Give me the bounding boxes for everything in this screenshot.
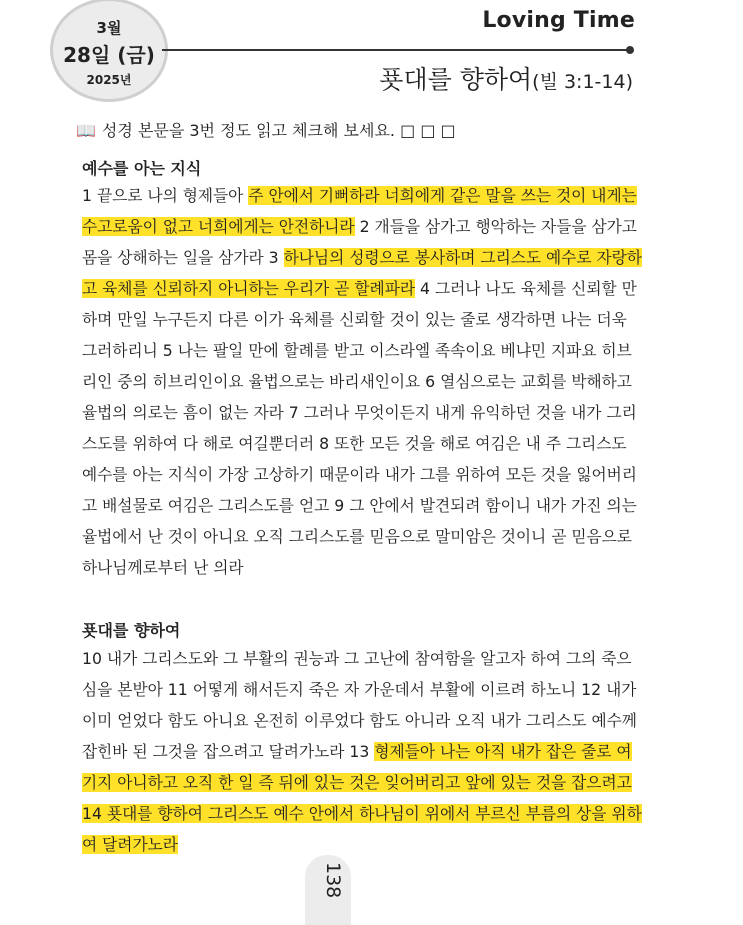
scripture-passage xyxy=(82,180,642,583)
verse-text: 1 끝으로 나의 형제들아 xyxy=(82,186,249,205)
page-title-text: 푯대를 향하여 xyxy=(379,65,533,94)
section-heading: 예수를 아는 지식 xyxy=(82,159,202,178)
date-badge xyxy=(50,0,168,102)
open-book-icon: 📖 xyxy=(76,121,96,140)
reading-instruction xyxy=(76,118,456,141)
page-number: 138 xyxy=(322,862,344,899)
header-rule-dot xyxy=(626,46,634,54)
highlighted-verse-text: 하나님의 성령으로 봉사하며 그리스도 예수로 자랑하고 육체를 신뢰하지 아니하는 우리가 곧 할례파라 xyxy=(82,248,642,298)
verse-text: 10 내가 그리스도와 그 부활의 권능과 그 고난에 참여함을 알고자 하여 그의 죽으심을 본받아 11 어떻게 해서든지 죽은 자 가운데서 부활에 이르려 하노니 12 내가 이미 얻었다 함도 아니요 온전히 이루었다 함도 아니라 오직 내가 그리스도 예수께 잡힌바 된 그것을 잡으려고 달려가노라 13 xyxy=(82,649,637,761)
date-day: 28일 (금) xyxy=(63,43,155,67)
scripture-reference: (빌 3:1-14) xyxy=(532,71,633,93)
date-year: 2025년 xyxy=(86,73,132,87)
brand-title: Loving Time xyxy=(482,8,635,33)
highlighted-verse-text: 주 안에서 기뻐하라 너희에게 같은 말을 쓰는 것이 내게는 수고로움이 없고 너희에게는 안전하니라 xyxy=(82,186,637,236)
read-checkbox[interactable]: □ xyxy=(420,121,436,140)
section-heading: 푯대를 향하여 xyxy=(82,621,181,640)
scripture-passage xyxy=(82,643,642,860)
verse-text: 2 개들을 삼가고 행악하는 자들을 삼가고 몸을 상해하는 일을 삼가라 3 xyxy=(82,217,637,267)
highlighted-verse-text: 형제들아 나는 아직 내가 잡은 줄로 여기지 아니하고 오직 한 일 즉 뒤에 있는 것은 잊어버리고 앞에 있는 것을 잡으려고 14 푯대를 향하여 그리스도 예수 안에서 하나님이 위에서 부르신 부름의 상을 위하여 달려가노라 xyxy=(82,742,642,854)
header-rule xyxy=(162,49,628,51)
verse-text: 4 그러나 나도 육체를 신뢰할 만하며 만일 누구든지 다른 이가 육체를 신뢰할 것이 있는 줄로 생각하면 나는 더욱 그러하리니 5 나는 팔일 만에 할례를 받고 이스라엘 족속이요 베냐민 지파요 히브리인 중의 히브리인이요 율법으로는 바리새인이요 6 열심으로는 교회를 박해하고 율법의 의로는 흠이 없는 자라 7 그러나 무엇이든지 내게 유익하던 것을 내가 그리스도를 위하여 다 해로 여길뿐더러 8 또한 모든 것을 해로 여김은 내 주 그리스도 예수를 아는 지식이 가장 고상하기 때문이라 내가 그를 위하여 모든 것을 잃어버리고 배설물로 여김은 그리스도를 얻고 9 그 안에서 발견되려 함이니 내가 가진 의는 율법에서 난 것이 아니요 오직 그리스도를 믿음으로 말미암은 것이니 곧 믿음으로 하나님께로부터 난 의라 xyxy=(82,279,637,577)
page-title xyxy=(379,60,633,96)
read-checkbox[interactable]: □ xyxy=(400,121,416,140)
instruction-text: 성경 본문을 3번 정도 읽고 체크해 보세요. xyxy=(101,121,395,140)
read-checkbox[interactable]: □ xyxy=(440,121,456,140)
date-month: 3월 xyxy=(96,19,122,37)
